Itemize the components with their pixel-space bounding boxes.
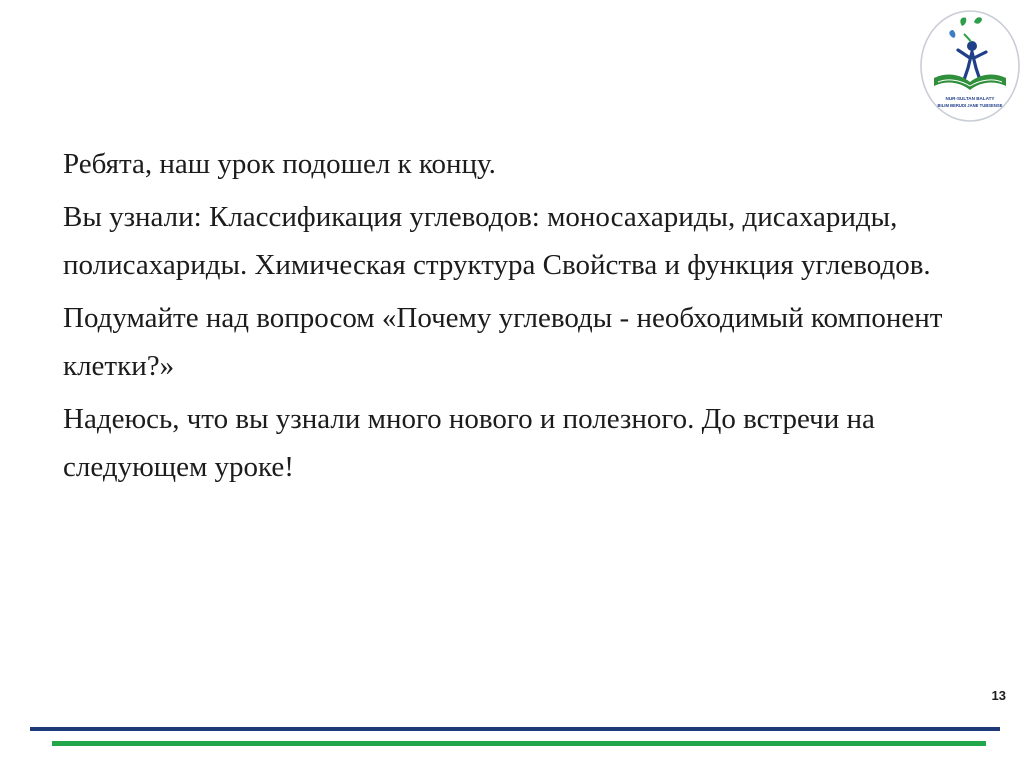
paragraph-learned: Вы узнали: Классификация углеводов: моносахариды, дисахариды, полисахариды. Химическая структура Свойства и функция углеводов.	[63, 201, 931, 281]
page-number: 13	[991, 688, 1006, 703]
footer-line-blue	[30, 727, 1000, 731]
logo-text-line1: NUR-SULTAN BALATY	[945, 96, 995, 101]
logo-icon	[918, 8, 1022, 124]
logo-text-line2: BILIM BERUDI JANE TUBSENSE	[937, 103, 1003, 108]
paragraph-closing: Надеюсь, что вы узнали много нового и полезного. До встречи на следующем уроке!	[63, 403, 875, 483]
paragraph-question: Подумайте над вопросом «Почему углеводы - необходимый компонент клетки?»	[63, 302, 943, 382]
slide-body	[63, 140, 973, 496]
logo	[918, 8, 1022, 124]
footer-line-green	[52, 741, 986, 746]
paragraph-intro: Ребята, наш урок подошел к концу.	[63, 148, 496, 180]
